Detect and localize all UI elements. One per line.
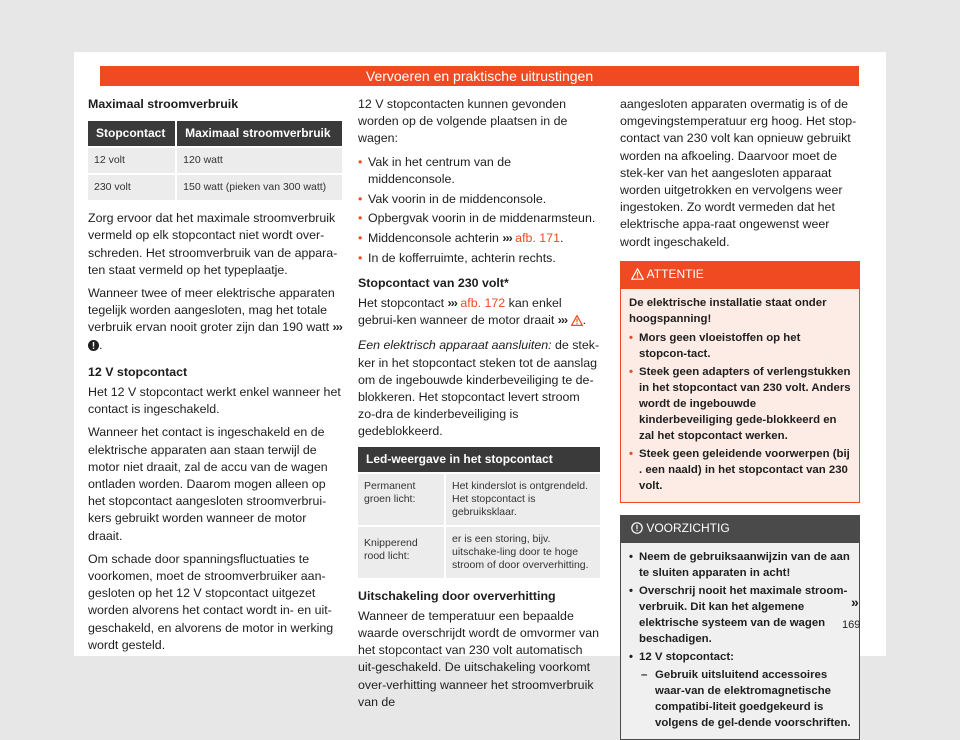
table-row (88, 147, 342, 174)
caution-title: VOORZICHTIG (646, 521, 730, 536)
warning-triangle-icon[interactable] (571, 314, 583, 331)
table-cell: Knipperend rood licht: (358, 526, 445, 578)
table-cell: 150 watt (pieken van 300 watt) (176, 174, 342, 200)
info-icon[interactable] (88, 339, 99, 356)
warning-list (629, 330, 851, 494)
table-cell: er is een storing, bijv. uitschake-ling door te hoge stroom of door oververhitting. (445, 526, 600, 578)
page-header: Vervoeren en praktische uitrustingen (100, 66, 859, 86)
table-header-row (88, 121, 342, 147)
reference-arrows: ››› (447, 296, 457, 311)
column-3 (620, 96, 860, 740)
table-header: Stopcontact (88, 121, 176, 147)
paragraph: Het 12 V stopcontact werkt enkel wanneer het contact is ingeschakeld. (88, 385, 341, 417)
caution-box (620, 515, 860, 740)
paragraph: aangesloten apparaten overmatig is of de omgevingstemperatuur erg hoog. Het stop-contact van 230 volt kan opnieuw gebruikt worden na afkoeling. Daarvoor moet de stek-ker van het aangesloten apparaat worden uitgetrokken en vervolgens weer ingestoken. Zo wordt vermeden dat het elektrische appa-raat ongewenst weer wordt ingeschakeld. (620, 97, 857, 249)
list-item: • Opbergvak voorin in de middenarmsteun. (358, 210, 600, 227)
230v-heading: Stopcontact van 230 volt* (358, 275, 509, 290)
paragraph-text: kan enkel gebrui-ken wanneer de motor draait (358, 296, 562, 328)
table-cell: Het kinderslot is ontgrendeld. Het stopcontact is gebruiksklaar. (445, 473, 600, 526)
max-power-heading: Maximaal stroomverbruik (88, 97, 239, 111)
table-cell: Permanent groen licht: (358, 473, 445, 526)
table-cell: 12 volt (88, 147, 176, 174)
list-item: • Neem de gebruiksaanwijzin van de aan te sluiten apparaten in acht! (629, 549, 851, 581)
warning-body (621, 289, 859, 502)
warning-triangle-icon (631, 268, 644, 285)
column-2 (358, 96, 600, 717)
warning-intro: De elektrische installatie staat onder hoogspanning! (629, 297, 827, 326)
warning-header (621, 262, 859, 289)
continue-marker: » (851, 594, 859, 610)
list-item: • Vak in het centrum van de middenconsole. (358, 154, 600, 188)
list-item: • Mors geen vloeistoffen op het stopcon-tact. (629, 330, 851, 362)
list-item: • Steek geen geleidende voorwerpen (bij . een naald) in het stopcontact van 230 volt. (629, 446, 851, 494)
list-item: • Vak voorin in de middenconsole. (358, 191, 600, 208)
list-item-punct: . (559, 230, 564, 245)
paragraph: Om schade door spanningsfluctuaties te voorkomen, moet de stroomverbruiker aan-gesloten op het 12 V stopcontact uitgezet worden alvorens het contact wordt in- en uit-geschakeld, en alvorens de motor in werking wordt gesteld. (88, 551, 334, 652)
italic-lead: Een elektrisch apparaat aansluiten: (358, 338, 552, 353)
table-row (358, 473, 600, 526)
caution-list (629, 549, 851, 731)
figure-link[interactable]: afb. 172 (460, 296, 506, 311)
paragraph: 12 V stopcontacten kunnen gevonden worden op de volgende plaatsen in de wagen: (358, 97, 568, 146)
column-1 (88, 96, 342, 660)
paragraph: Wanneer de temperatuur een bepaalde waarde overschrijdt wordt de omvormer van het stopcontact van 230 volt automatisch uit-geschakeld. De uitschakeling voorkomt over-verhitting wanneer het stroomverbruik van de (358, 608, 600, 709)
paragraph-text: de stek-ker in het stopcontact steken tot de aanslag om de ingebouwde kinderbeveiliging te de-blokkeren. Het stopcontact levert stroom zo-dra de kinderbeveiliging is gedeblokkeerd. (358, 338, 600, 439)
warning-box (620, 261, 860, 503)
table-header: Maximaal stroomverbruik (176, 121, 342, 147)
caution-header (621, 516, 859, 543)
table-row (358, 526, 600, 578)
figure-link[interactable]: afb. 171 (515, 230, 560, 245)
overheat-heading: Uitschakeling door oververhitting (358, 588, 556, 603)
list-subitem: – Gebruik uitsluitend accessoires waar-van de elektromagnetische compatibi-liteit goedgekeurd is volgens de gel-dende voorschriften. (629, 667, 851, 731)
paragraph: Het stopcontact ››› afb. 172 kan enkel gebrui-ken wanneer de motor draait ››› . (358, 295, 600, 331)
list-item: • Overschrij nooit het maximale stroom-verbruik. Dit kan het algemene elektrische systeem van de wagen beschadigen. (629, 583, 851, 647)
caution-body (621, 543, 859, 739)
table-row (88, 174, 342, 200)
paragraph-text: Het stopcontact (358, 296, 445, 311)
manual-page (74, 52, 886, 730)
list-item: • In de kofferruimte, achterin rechts. (358, 250, 600, 267)
led-table (358, 447, 600, 578)
table-cell: 120 watt (176, 147, 342, 174)
table-header: Led-weergave in het stopcontact (358, 447, 600, 473)
paragraph-text: Wanneer twee of meer elektrische apparaten tegelijk worden aangesloten, mag het totale verbruik ervan nooit groter zijn dan 190 watt (88, 286, 335, 335)
table-cell: 230 volt (88, 174, 176, 200)
reference-arrows: ››› (502, 230, 512, 245)
info-circle-icon (631, 522, 643, 539)
table-header-row (358, 447, 600, 473)
paragraph: Wanneer het contact is ingeschakeld en de elektrische apparaten aan staan terwijl de motor niet draait, zal de accu van de wagen ontladen worden. Daarom mogen alleen op het stopcontact aangesloten stroomverbrui-kers gebruikt worden wanneer de motor draait. (88, 425, 328, 543)
page-number: 169 (842, 619, 861, 631)
list-item: • Steek geen adapters of verlengstukken in het stopcontact van 230 volt. Anders wordt de ingebouwde kinderbeveiliging gede-blokkeerd en zal het stopcontact werken. (629, 364, 851, 444)
12v-heading: 12 V stopcontact (88, 364, 188, 379)
list-item (358, 230, 600, 247)
list-item-text: Middenconsole achterin (368, 230, 499, 245)
power-table (88, 121, 342, 200)
reference-arrows: ››› (332, 320, 342, 335)
socket-locations-list (358, 154, 600, 267)
paragraph: Zorg ervoor dat het maximale stroomverbruik vermeld op elk stopcontact niet wordt over-schreden. Het stroomverbruik van de appara-ten staat vermeld op het typeplaatje. (88, 211, 338, 277)
warning-title: ATTENTIE (646, 266, 704, 281)
paragraph (358, 337, 600, 440)
list-item: • 12 V stopcontact: (629, 649, 851, 665)
paragraph: Wanneer twee of meer elektrische apparaten tegelijk worden aangesloten, mag het totale verbruik ervan nooit groter zijn dan 190 watt ››› . (88, 285, 342, 356)
reference-arrows: ››› (557, 313, 568, 328)
